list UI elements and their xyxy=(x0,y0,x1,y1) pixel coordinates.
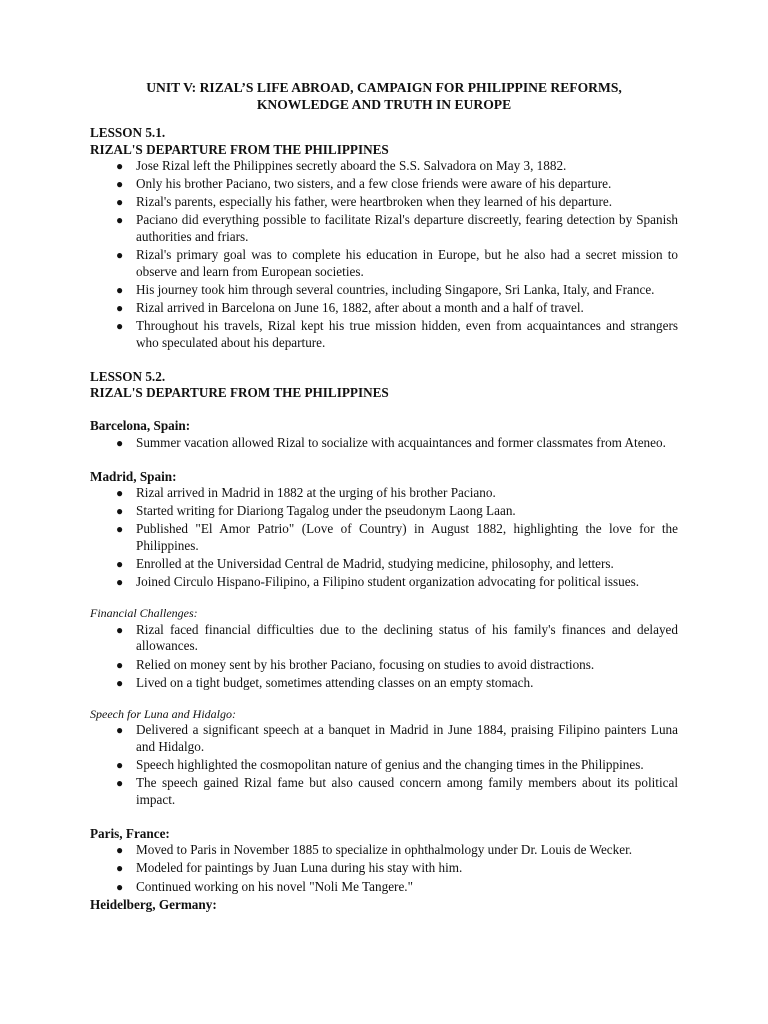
bullet-icon: ● xyxy=(116,843,124,858)
list-item xyxy=(90,485,678,502)
bullet-icon: ● xyxy=(116,177,124,192)
list-item-text: Only his brother Paciano, two sisters, and a few close friends were aware of his departure. xyxy=(136,176,612,192)
lesson-label: LESSON 5.1. xyxy=(90,125,166,140)
list-item xyxy=(90,247,678,280)
list-item xyxy=(90,675,678,692)
bullet-icon: ● xyxy=(116,622,124,637)
bullet-list xyxy=(90,722,678,808)
list-item xyxy=(90,300,678,317)
lesson-heading: RIZAL'S DEPARTURE FROM THE PHILIPPINES xyxy=(90,141,389,157)
list-item-text: Rizal faced financial difficulties due to the declining status of his family's finances and delayed allowances. xyxy=(136,621,678,654)
list-item xyxy=(90,860,678,877)
bullet-icon: ● xyxy=(116,159,124,174)
list-item xyxy=(90,212,678,245)
list-item xyxy=(90,503,678,520)
subsection-heading-speech: Speech for Luna and Hidalgo: xyxy=(90,706,236,721)
bullet-icon: ● xyxy=(116,319,124,334)
list-item-text: Lived on a tight budget, sometimes attending classes on an empty stomach. xyxy=(136,674,534,690)
list-item-text: Rizal's parents, especially his father, were heartbroken when they learned of his departure. xyxy=(136,194,613,210)
list-item xyxy=(90,574,678,591)
subsection-heading-financial: Financial Challenges: xyxy=(90,606,198,621)
title-line-2: KNOWLEDGE AND TRUTH IN EUROPE xyxy=(256,97,512,112)
list-item xyxy=(90,879,678,896)
list-item-text: His journey took him through several countries, including Singapore, Sri Lanka, Italy, and France. xyxy=(136,281,655,297)
section-heading-paris: Paris, France: xyxy=(90,825,170,841)
bullet-list xyxy=(90,842,678,895)
title-line-1: UNIT V: RIZAL’S LIFE ABROAD, CAMPAIGN FOR PHILIPPINE REFORMS, xyxy=(146,80,622,95)
bullet-icon: ● xyxy=(116,575,124,590)
list-item-text: Modeled for paintings by Juan Luna during his stay with him. xyxy=(136,860,463,876)
list-item-text: Joined Circulo Hispano-Filipino, a Filipino student organization advocating for political issues. xyxy=(136,574,640,590)
list-item xyxy=(90,318,678,351)
bullet-icon: ● xyxy=(116,435,124,450)
bullet-icon: ● xyxy=(116,504,124,519)
list-item-text: Enrolled at the Universidad Central de Madrid, studying medicine, philosophy, and letters. xyxy=(136,556,614,572)
bullet-icon: ● xyxy=(116,522,124,537)
bullet-icon: ● xyxy=(116,300,124,315)
bullet-icon: ● xyxy=(116,282,124,297)
list-item-text: Paciano did everything possible to facilitate Rizal's departure discreetly, fearing detection by Spanish authorities and friars. xyxy=(136,212,678,245)
list-item xyxy=(90,194,678,211)
list-item xyxy=(90,435,678,452)
list-item-text: Moved to Paris in November 1885 to specialize in ophthalmology under Dr. Louis de Wecker. xyxy=(136,842,633,858)
list-item-text: Published "El Amor Patrio" (Love of Country) in August 1882, highlighting the love for the Philippines. xyxy=(136,521,678,553)
document-title xyxy=(90,79,678,113)
list-item xyxy=(90,622,678,655)
bullet-icon: ● xyxy=(116,879,124,894)
list-item xyxy=(90,657,678,674)
list-item-text: Summer vacation allowed Rizal to socialize with acquaintances and former classmates from Ateneo. xyxy=(136,434,666,450)
bullet-list xyxy=(90,622,678,691)
list-item xyxy=(90,757,678,774)
list-item-text: Rizal arrived in Barcelona on June 16, 1882, after about a month and a half of travel. xyxy=(136,299,584,315)
bullet-icon: ● xyxy=(116,657,124,672)
list-item-text: The speech gained Rizal fame but also caused concern among family members about its political impact. xyxy=(136,775,678,807)
bullet-icon: ● xyxy=(116,758,124,772)
list-item-text: Rizal arrived in Madrid in 1882 at the urging of his brother Paciano. xyxy=(136,485,496,501)
list-item xyxy=(90,176,678,193)
list-item-text: Relied on money sent by his brother Paciano, focusing on studies to avoid distractions. xyxy=(136,656,595,672)
list-item xyxy=(90,282,678,299)
list-item xyxy=(90,521,678,554)
list-item-text: Delivered a significant speech at a banquet in Madrid in June 1884, praising Filipino painters Luna and Hidalgo. xyxy=(136,722,678,754)
bullet-icon: ● xyxy=(116,557,124,572)
list-item-text: Started writing for Diariong Tagalog under the pseudonym Laong Laan. xyxy=(136,503,516,519)
list-item xyxy=(90,158,678,175)
list-item xyxy=(90,722,678,755)
section-heading-barcelona: Barcelona, Spain: xyxy=(90,417,191,433)
bullet-icon: ● xyxy=(116,861,124,876)
section-heading-heidelberg: Heidelberg, Germany: xyxy=(90,896,217,912)
lesson-label: LESSON 5.2. xyxy=(90,368,166,384)
list-item-text: Speech highlighted the cosmopolitan nature of genius and the changing times in the Philippines. xyxy=(136,757,644,772)
bullet-icon: ● xyxy=(116,723,124,738)
lesson-5-1 xyxy=(90,125,678,351)
bullet-list xyxy=(90,158,678,351)
bullet-icon: ● xyxy=(116,776,124,791)
bullet-icon: ● xyxy=(116,213,124,228)
lesson-5-2 xyxy=(90,369,678,914)
list-item-text: Continued working on his novel "Noli Me Tangere." xyxy=(136,878,413,894)
section-heading-madrid: Madrid, Spain: xyxy=(90,468,177,484)
bullet-icon: ● xyxy=(116,195,124,210)
list-item-text: Throughout his travels, Rizal kept his true mission hidden, even from acquaintances and strangers who speculated about his departure. xyxy=(136,318,678,350)
list-item xyxy=(90,842,678,859)
list-item-text: Rizal's primary goal was to complete his education in Europe, but he also had a secret mission to observe and learn from European societies. xyxy=(136,247,678,279)
bullet-list xyxy=(90,485,678,591)
bullet-icon: ● xyxy=(116,486,124,501)
list-item xyxy=(90,556,678,573)
list-item-text: Jose Rizal left the Philippines secretly aboard the S.S. Salvadora on May 3, 1882. xyxy=(136,158,567,174)
bullet-icon: ● xyxy=(116,248,124,263)
lesson-heading: RIZAL'S DEPARTURE FROM THE PHILIPPINES xyxy=(90,385,389,401)
list-item xyxy=(90,775,678,808)
bullet-icon: ● xyxy=(116,675,124,690)
bullet-list xyxy=(90,435,678,452)
